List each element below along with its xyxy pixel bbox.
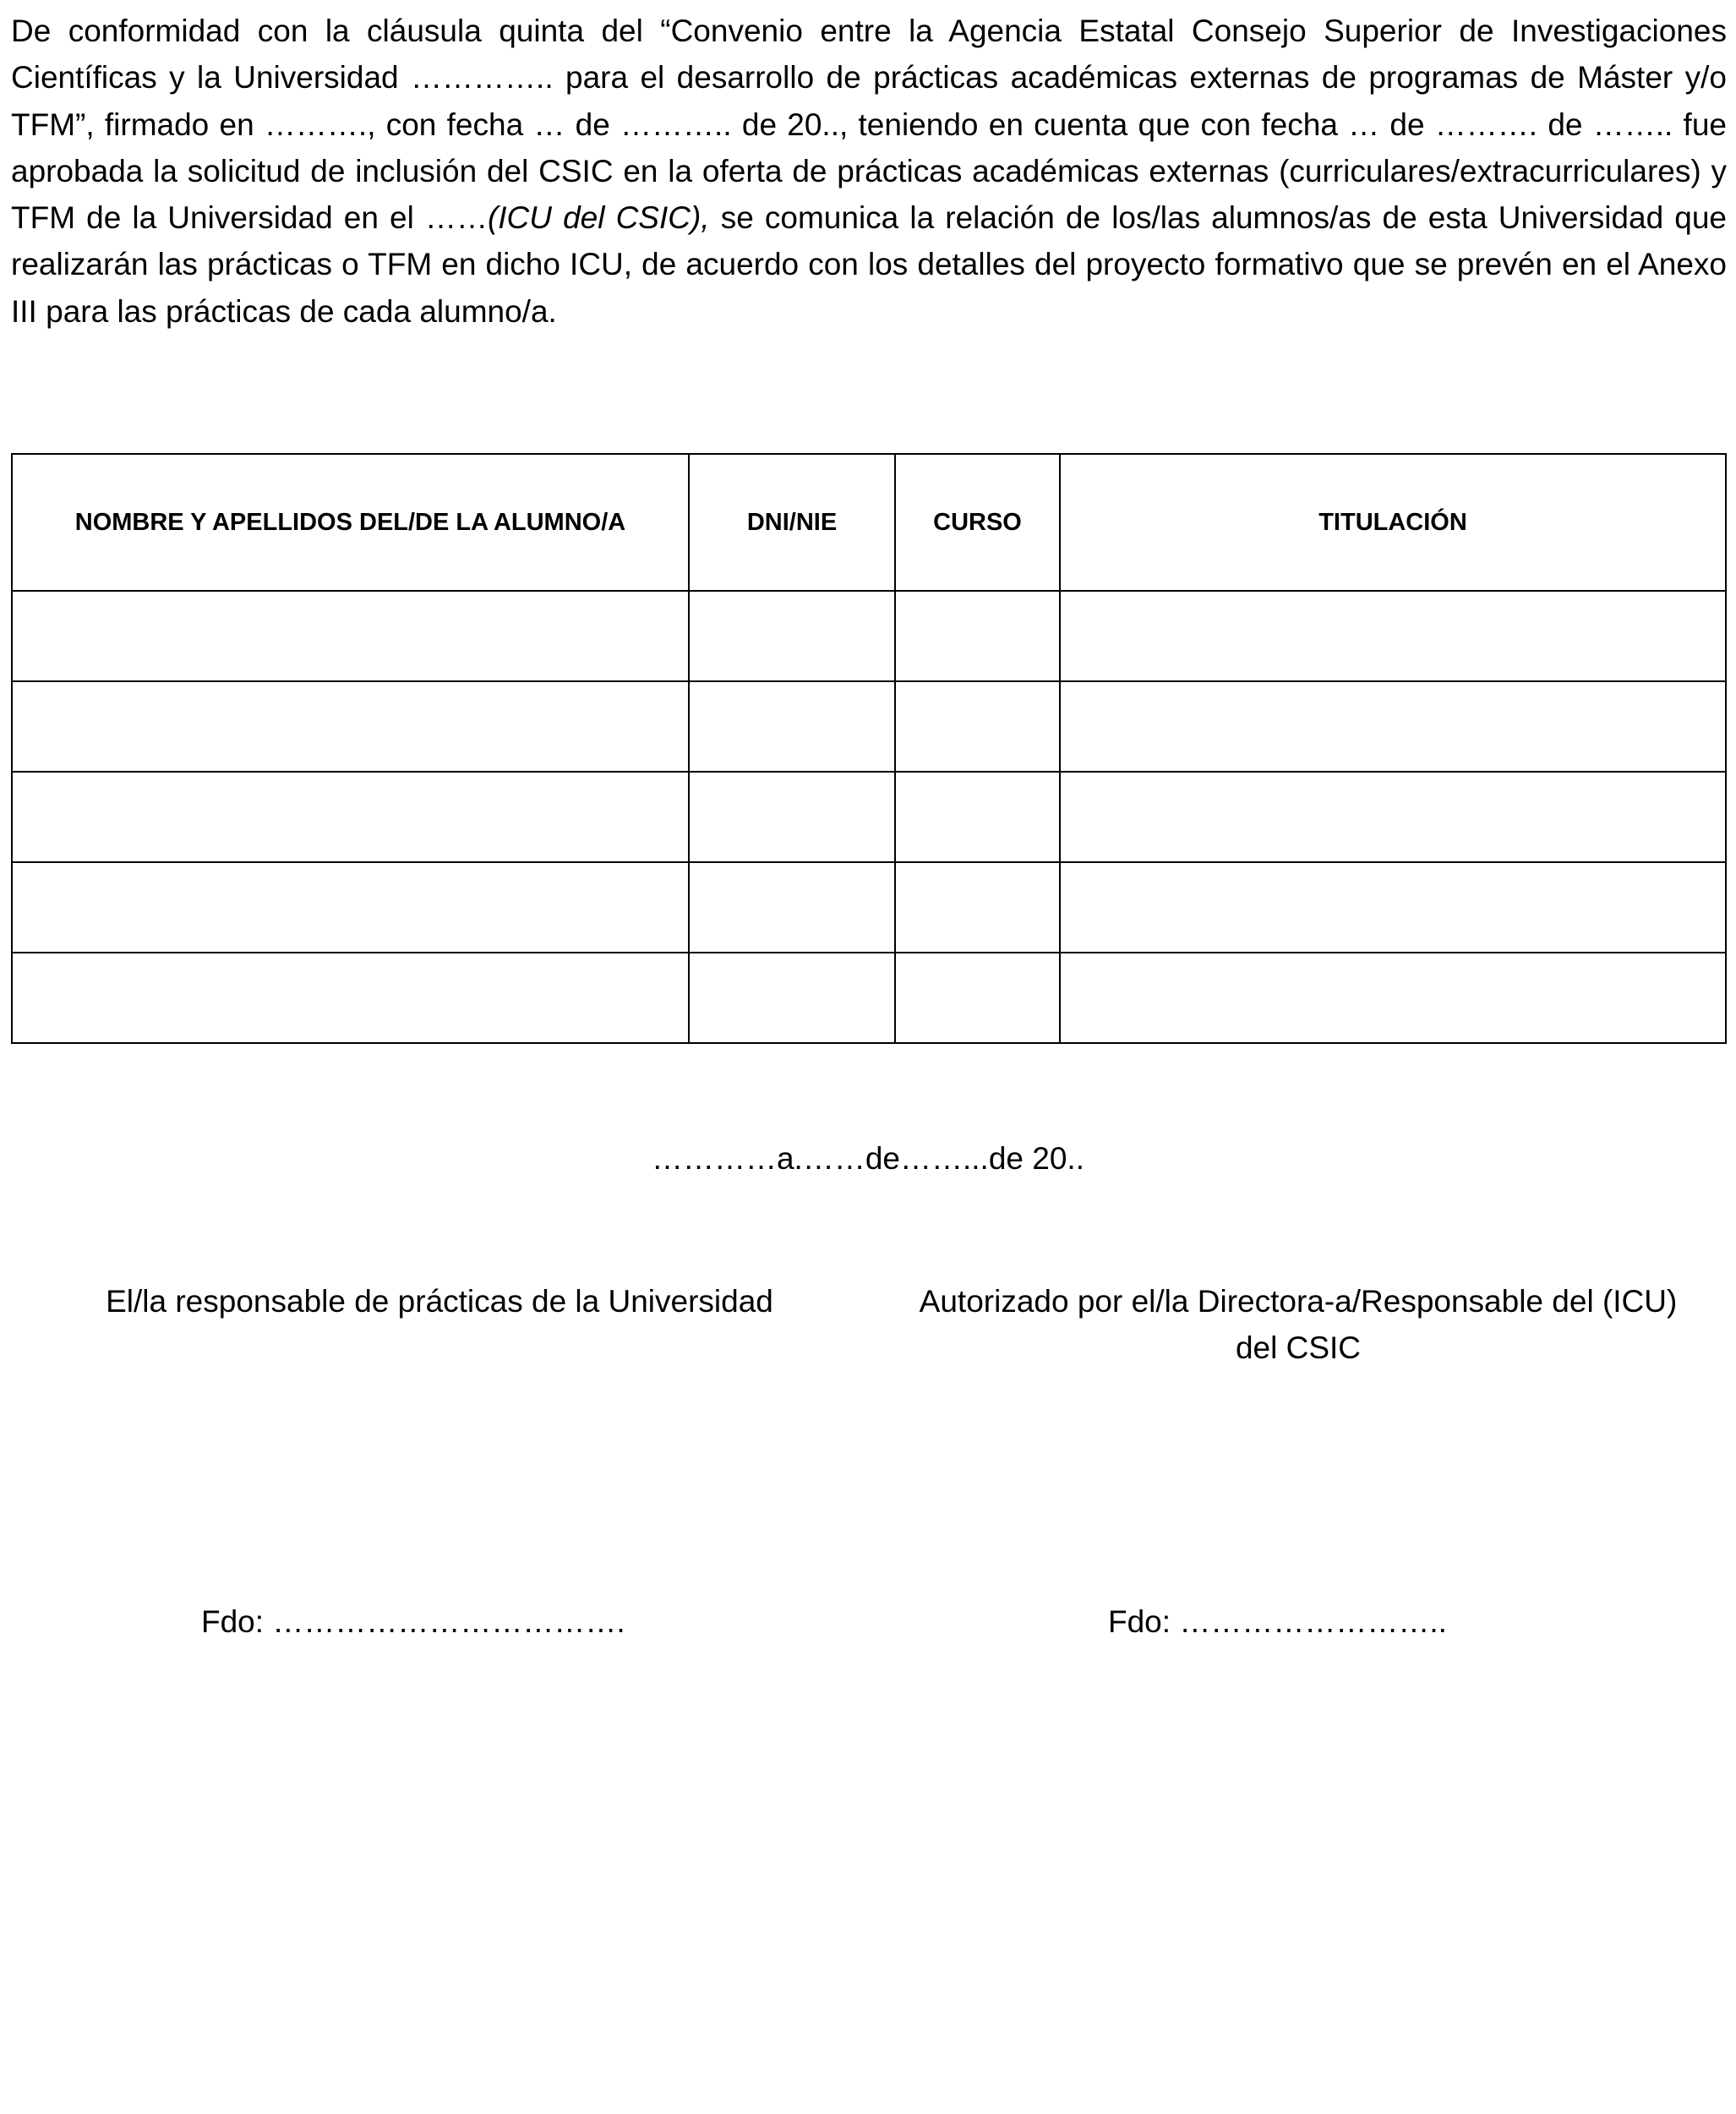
header-titulacion: TITULACIÓN	[1060, 454, 1726, 591]
cell[interactable]	[895, 681, 1060, 772]
table-row	[12, 953, 1726, 1043]
header-dni: DNI/NIE	[689, 454, 895, 591]
signature-left-fdo: Fdo: …………………………….	[201, 1604, 625, 1639]
cell[interactable]	[895, 862, 1060, 953]
cell[interactable]	[689, 953, 895, 1043]
cell[interactable]	[1060, 591, 1726, 681]
cell[interactable]	[895, 772, 1060, 862]
header-nombre: NOMBRE Y APELLIDOS DEL/DE LA ALUMNO/A	[12, 454, 689, 591]
cell[interactable]	[895, 591, 1060, 681]
cell[interactable]	[1060, 862, 1726, 953]
signature-left-title: El/la responsable de prácticas de la Universidad	[106, 1284, 773, 1319]
table-row	[12, 681, 1726, 772]
table-row	[12, 862, 1726, 953]
intro-paragraph	[11, 8, 1727, 335]
signature-right-title: Autorizado por el/la Directora-a/Responsable del (ICU) del CSIC	[919, 1284, 1678, 1365]
students-table	[11, 453, 1727, 1044]
cell[interactable]	[12, 591, 689, 681]
cell[interactable]	[12, 862, 689, 953]
intro-italic: (ICU del CSIC),	[487, 200, 710, 236]
cell[interactable]	[12, 681, 689, 772]
cell[interactable]	[689, 591, 895, 681]
table-row	[12, 772, 1726, 862]
cell[interactable]	[689, 862, 895, 953]
intro-text-end: se comunica la relación de los/las alumnos/as de esta Universidad que realizarán las prácticas o TFM en dicho ICU, de acuerdo con los detalles del proyecto formativo que se prevén en el Anexo III para las prácticas de cada alumno/a.	[11, 200, 1728, 329]
table-row	[12, 591, 1726, 681]
signature-right-fdo: Fdo: ……………………..	[1108, 1604, 1447, 1639]
intro-text: De conformidad con la cláusula quinta del “Convenio entre la Agencia Estatal Consejo Superior de Investigaciones Científicas y la Universidad ………….. para el desarrollo de prácticas académicas externas de programas de Máster y/o TFM”, firmado en ………., con fecha … de ……….. de 20.., teniendo en cuenta que con fecha … de ………. de …….. fue aprobada la solicitud de inclusión del CSIC en la oferta de prácticas académicas externas (curriculares/extracurriculares) y TFM de la Universidad en el ……	[11, 14, 1727, 236]
header-curso: CURSO	[895, 454, 1060, 591]
cell[interactable]	[689, 681, 895, 772]
cell[interactable]	[689, 772, 895, 862]
date-line: …………a.……de……...de 20..	[651, 1141, 1084, 1176]
cell[interactable]	[1060, 953, 1726, 1043]
table-header-row	[12, 454, 1726, 591]
cell[interactable]	[12, 772, 689, 862]
cell[interactable]	[12, 953, 689, 1043]
cell[interactable]	[1060, 681, 1726, 772]
cell[interactable]	[895, 953, 1060, 1043]
cell[interactable]	[1060, 772, 1726, 862]
